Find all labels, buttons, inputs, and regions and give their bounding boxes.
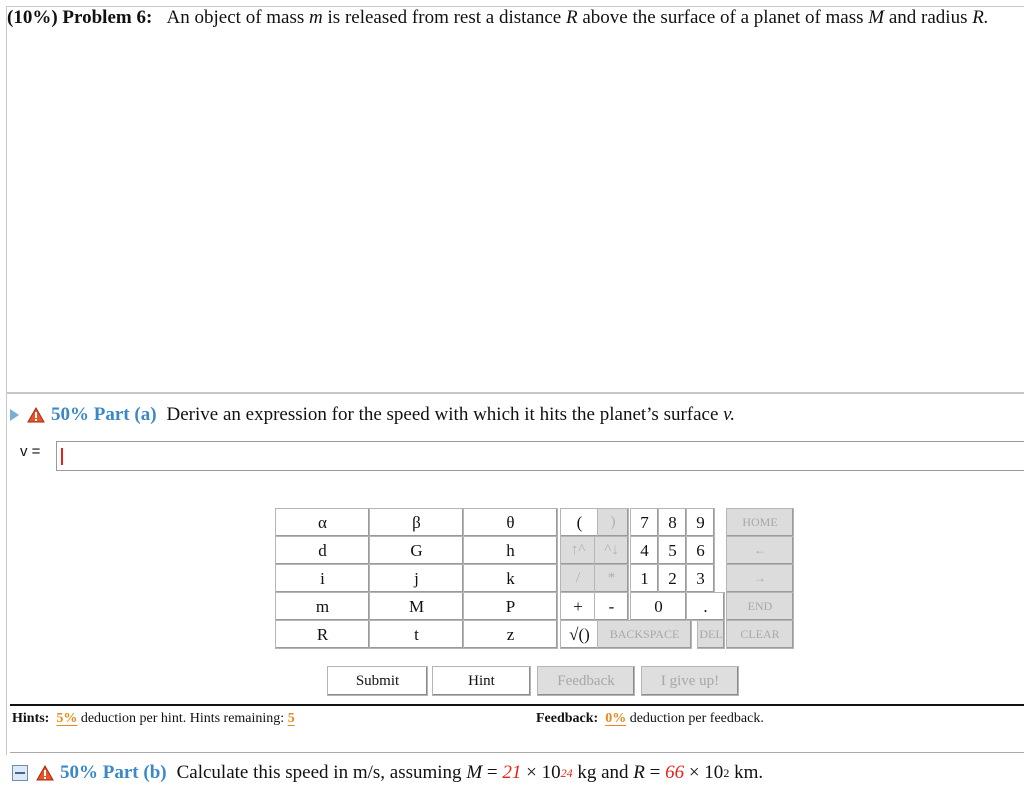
times-ten: × 10 bbox=[526, 762, 561, 783]
key-h[interactable]: h bbox=[463, 536, 558, 565]
text-caret bbox=[61, 448, 63, 465]
key-digit-7[interactable]: 7 bbox=[630, 508, 659, 537]
problem-text-1: An object of mass bbox=[166, 7, 305, 28]
feedback-deduction: 0% bbox=[605, 711, 627, 726]
part-b-label: Part (b) bbox=[102, 762, 167, 783]
expand-arrow-icon[interactable] bbox=[10, 409, 19, 421]
key-end[interactable]: END bbox=[726, 592, 794, 621]
hints-remaining: 5 bbox=[287, 711, 295, 726]
key-z[interactable]: z bbox=[463, 620, 558, 649]
collapse-icon[interactable] bbox=[12, 765, 28, 781]
key-R[interactable]: R bbox=[275, 620, 370, 649]
problem-label: Problem 6: bbox=[62, 7, 153, 28]
key-d[interactable]: d bbox=[275, 536, 370, 565]
hints-text: deduction per hint. Hints remaining: bbox=[80, 711, 285, 726]
answer-input[interactable] bbox=[56, 441, 1024, 471]
warning-icon bbox=[36, 765, 54, 781]
warning-icon bbox=[27, 407, 45, 423]
key-clear[interactable]: CLEAR bbox=[726, 620, 794, 649]
problem-text-4: and radius bbox=[888, 7, 968, 28]
equals: = bbox=[649, 762, 661, 783]
key-backspace[interactable]: BACKSPACE bbox=[597, 620, 692, 649]
var-R: R bbox=[565, 7, 578, 28]
feedback-info bbox=[536, 711, 764, 727]
part-b-text: Calculate this speed in m/s, assuming bbox=[176, 762, 462, 783]
key-digit-3[interactable]: 3 bbox=[686, 564, 715, 593]
unit-km: km. bbox=[734, 762, 764, 783]
key-open-paren[interactable]: ( bbox=[560, 508, 599, 537]
key-digit-0[interactable]: 0 bbox=[630, 592, 687, 621]
key-i[interactable]: i bbox=[275, 564, 370, 593]
key-multiply[interactable]: * bbox=[594, 564, 629, 593]
key-j[interactable]: j bbox=[369, 564, 464, 593]
radius-exponent: 2 bbox=[723, 765, 730, 780]
key-digit-9[interactable]: 9 bbox=[686, 508, 715, 537]
key-close-paren[interactable]: ) bbox=[597, 508, 629, 537]
times-ten: × 10 bbox=[688, 762, 724, 783]
mass-exponent: 24 bbox=[560, 765, 573, 780]
key-digit-4[interactable]: 4 bbox=[630, 536, 659, 565]
key-home[interactable]: HOME bbox=[726, 508, 794, 537]
equals: = bbox=[486, 762, 498, 783]
key-power-up[interactable]: ↑^ bbox=[560, 536, 596, 565]
hints-info bbox=[12, 711, 295, 727]
feedback-text: deduction per feedback. bbox=[629, 711, 764, 726]
answer-label: v = bbox=[20, 443, 41, 460]
part-a-percent: 50% bbox=[51, 404, 89, 425]
part-a-var: v. bbox=[723, 404, 735, 425]
submit-button[interactable]: Submit bbox=[327, 666, 428, 696]
key-k[interactable]: k bbox=[463, 564, 558, 593]
key-P[interactable]: P bbox=[463, 592, 558, 621]
feedback-label: Feedback: bbox=[536, 711, 599, 726]
problem-text-3: above the surface of a planet of mass bbox=[582, 7, 864, 28]
hint-deduction: 5% bbox=[56, 711, 78, 726]
key-digit-6[interactable]: 6 bbox=[686, 536, 715, 565]
divider bbox=[10, 752, 1024, 753]
hint-button[interactable]: Hint bbox=[432, 666, 531, 696]
radius-value: 66 bbox=[665, 762, 685, 783]
part-b-header bbox=[12, 762, 763, 784]
problem-weight: (10%) bbox=[7, 7, 58, 28]
key-digit-1[interactable]: 1 bbox=[630, 564, 659, 593]
var-m: m bbox=[309, 7, 323, 28]
unit-kg: kg and bbox=[577, 762, 629, 783]
part-a-text: Derive an expression for the speed with which it hits the planet’s surface bbox=[166, 404, 719, 425]
problem-panel bbox=[6, 6, 1024, 394]
feedback-button[interactable]: Feedback bbox=[537, 666, 635, 696]
part-a-label: Part (a) bbox=[93, 404, 157, 425]
key-M[interactable]: M bbox=[369, 592, 464, 621]
key-alpha[interactable]: α bbox=[275, 508, 370, 537]
problem-statement bbox=[7, 7, 989, 29]
key-theta[interactable]: θ bbox=[463, 508, 558, 537]
part-a-header bbox=[8, 404, 735, 426]
key-decimal[interactable]: . bbox=[686, 592, 725, 621]
key-power-down[interactable]: ^↓ bbox=[594, 536, 629, 565]
key-m[interactable]: m bbox=[275, 592, 370, 621]
key-t[interactable]: t bbox=[369, 620, 464, 649]
var-R2: R. bbox=[972, 7, 989, 28]
key-digit-8[interactable]: 8 bbox=[658, 508, 687, 537]
var-M: M bbox=[466, 762, 483, 783]
key-plus[interactable]: + bbox=[560, 592, 596, 621]
var-M: M bbox=[868, 7, 885, 28]
key-right-arrow[interactable]: → bbox=[726, 564, 794, 593]
problem-text-2: is released from rest a distance bbox=[327, 7, 562, 28]
divider bbox=[10, 704, 1024, 706]
key-digit-2[interactable]: 2 bbox=[658, 564, 687, 593]
part-b-percent: 50% bbox=[60, 762, 98, 783]
key-del[interactable]: DEL bbox=[697, 620, 725, 649]
key-divide[interactable]: / bbox=[560, 564, 596, 593]
key-digit-5[interactable]: 5 bbox=[658, 536, 687, 565]
key-G[interactable]: G bbox=[369, 536, 464, 565]
key-left-arrow[interactable]: ← bbox=[726, 536, 794, 565]
var-R: R bbox=[633, 762, 645, 783]
hints-label: Hints: bbox=[12, 711, 50, 726]
give-up-button[interactable]: I give up! bbox=[641, 666, 739, 696]
key-minus[interactable]: - bbox=[594, 592, 629, 621]
mass-value: 21 bbox=[502, 762, 522, 783]
key-sqrt[interactable]: √() bbox=[560, 620, 599, 649]
key-beta[interactable]: β bbox=[369, 508, 464, 537]
